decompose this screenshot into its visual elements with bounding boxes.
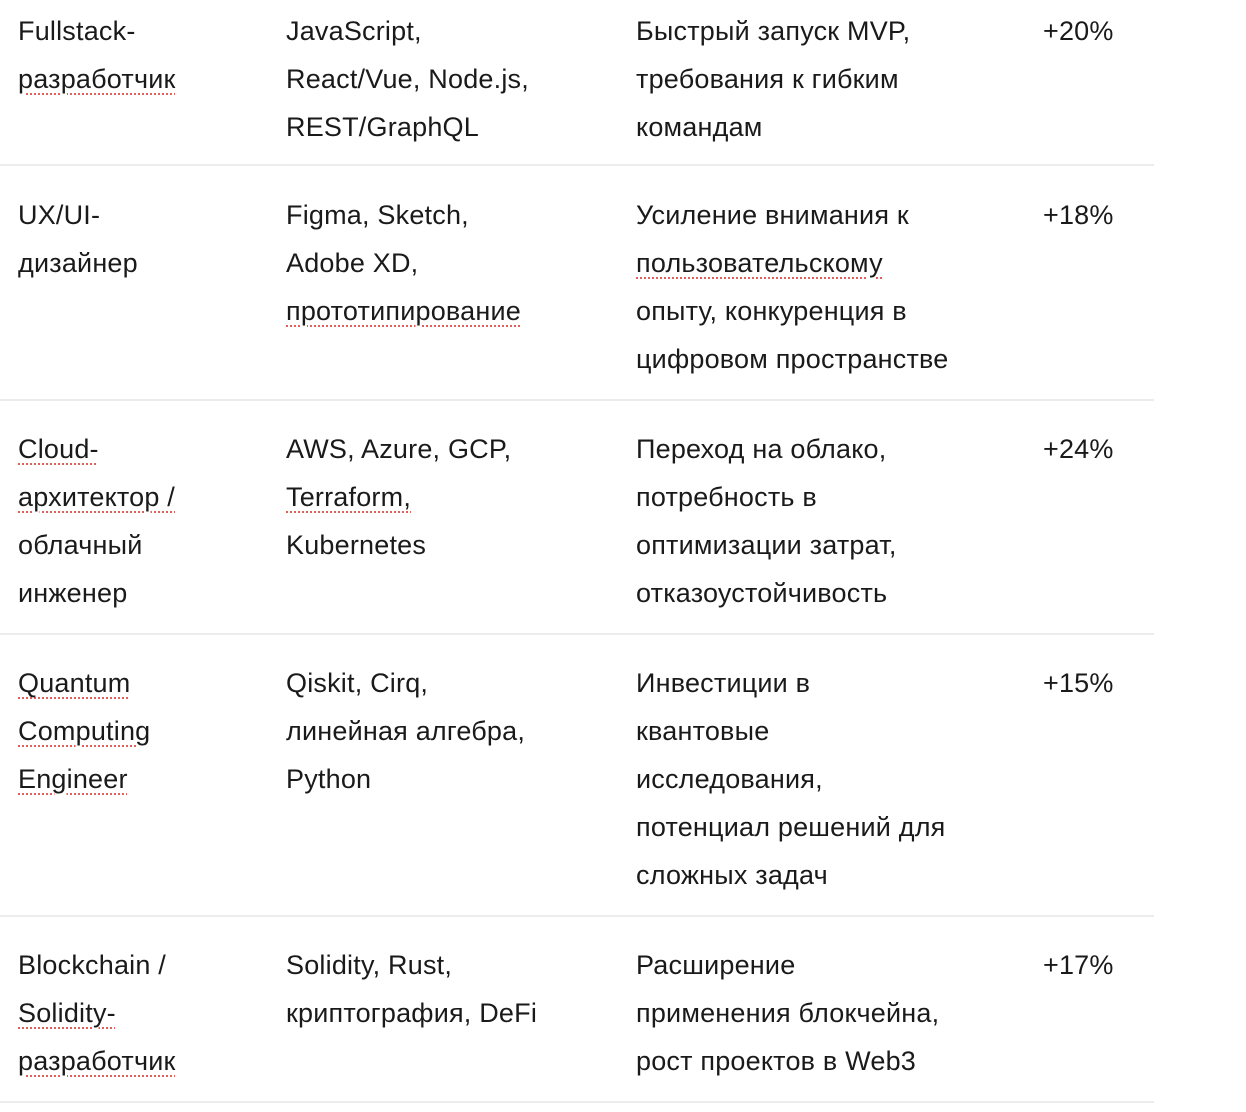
cell-line: применения блокчейна, — [636, 998, 940, 1028]
cell-line: Qiskit, Cirq, — [286, 668, 429, 698]
cell-line: Python — [286, 764, 372, 794]
cell-line: опыту, конкуренция в — [636, 296, 907, 326]
cell-line: рост проектов в Web3 — [636, 1046, 916, 1076]
cell-line: требования к гибким — [636, 64, 899, 94]
cell-line: разработчик — [18, 1046, 176, 1076]
cell-line: линейная алгебра, — [286, 716, 526, 746]
reason-cell — [636, 659, 1006, 899]
cell-line: AWS, Azure, GCP, — [286, 434, 512, 464]
cell-line: Расширение — [636, 950, 796, 980]
cell-line: криптография, DeFi — [286, 998, 538, 1028]
skills-cell — [286, 191, 616, 335]
cell-line: дизайнер — [18, 248, 138, 278]
cell-line: цифровом пространстве — [636, 344, 949, 374]
cell-line: Cloud- — [18, 434, 99, 464]
table-row — [0, 635, 1154, 917]
cell-line: React/Vue, Node.js, — [286, 64, 529, 94]
growth-cell — [1043, 659, 1143, 707]
cell-line: Engineer — [18, 764, 128, 794]
growth-cell — [1043, 941, 1143, 989]
growth-value: +24% — [1043, 434, 1114, 464]
cell-line: JavaScript, — [286, 16, 422, 46]
cell-line: прототипирование — [286, 296, 521, 326]
table-row — [0, 917, 1154, 1103]
cell-line: оптимизации затрат, — [636, 530, 897, 560]
growth-value: +15% — [1043, 668, 1114, 698]
cell-line: разработчик — [18, 64, 176, 94]
cell-line: инженер — [18, 578, 128, 608]
cell-line: командам — [636, 112, 763, 142]
cell-line: Быстрый запуск MVP, — [636, 16, 911, 46]
skills-cell — [286, 7, 616, 151]
cell-line: Terraform, — [286, 482, 412, 512]
role-cell — [18, 659, 258, 803]
cell-line: Adobe XD, — [286, 248, 419, 278]
role-cell — [18, 425, 258, 617]
cell-line: UX/UI- — [18, 200, 101, 230]
reason-cell — [636, 941, 1006, 1085]
cell-line: Figma, Sketch, — [286, 200, 469, 230]
table-row — [0, 0, 1154, 166]
reason-cell — [636, 191, 1006, 383]
cell-line: квантовые — [636, 716, 770, 746]
growth-value: +20% — [1043, 16, 1114, 46]
cell-line: REST/GraphQL — [286, 112, 479, 142]
cell-line: Quantum — [18, 668, 131, 698]
skills-cell — [286, 425, 616, 569]
skills-cell — [286, 659, 616, 803]
cell-line: Переход на облако, — [636, 434, 887, 464]
cell-line: облачный — [18, 530, 143, 560]
reason-cell — [636, 7, 1006, 151]
growth-cell — [1043, 425, 1143, 473]
cell-line: Blockchain / — [18, 950, 166, 980]
role-cell — [18, 941, 258, 1085]
cell-line: Solidity- — [18, 998, 116, 1028]
growth-cell — [1043, 7, 1143, 55]
cell-line: сложных задач — [636, 860, 828, 890]
cell-line: потребность в — [636, 482, 817, 512]
cell-line: исследования, — [636, 764, 823, 794]
role-cell — [18, 7, 258, 103]
cell-line: Усиление внимания к — [636, 200, 909, 230]
cell-line: Solidity, Rust, — [286, 950, 453, 980]
cell-line: Computing — [18, 716, 151, 746]
cell-line: Kubernetes — [286, 530, 427, 560]
skills-cell — [286, 941, 616, 1037]
cell-line: Fullstack- — [18, 16, 136, 46]
growth-value: +18% — [1043, 200, 1114, 230]
growth-value: +17% — [1043, 950, 1114, 980]
growth-cell — [1043, 191, 1143, 239]
cell-line: архитектор / — [18, 482, 176, 512]
table-row — [0, 401, 1154, 635]
cell-line: пользовательскому — [636, 248, 883, 278]
role-cell — [18, 191, 258, 287]
reason-cell — [636, 425, 1006, 617]
cell-line: отказоустойчивость — [636, 578, 888, 608]
cell-line: потенциал решений для — [636, 812, 946, 842]
cell-line: Инвестиции в — [636, 668, 811, 698]
table-row — [0, 166, 1154, 401]
